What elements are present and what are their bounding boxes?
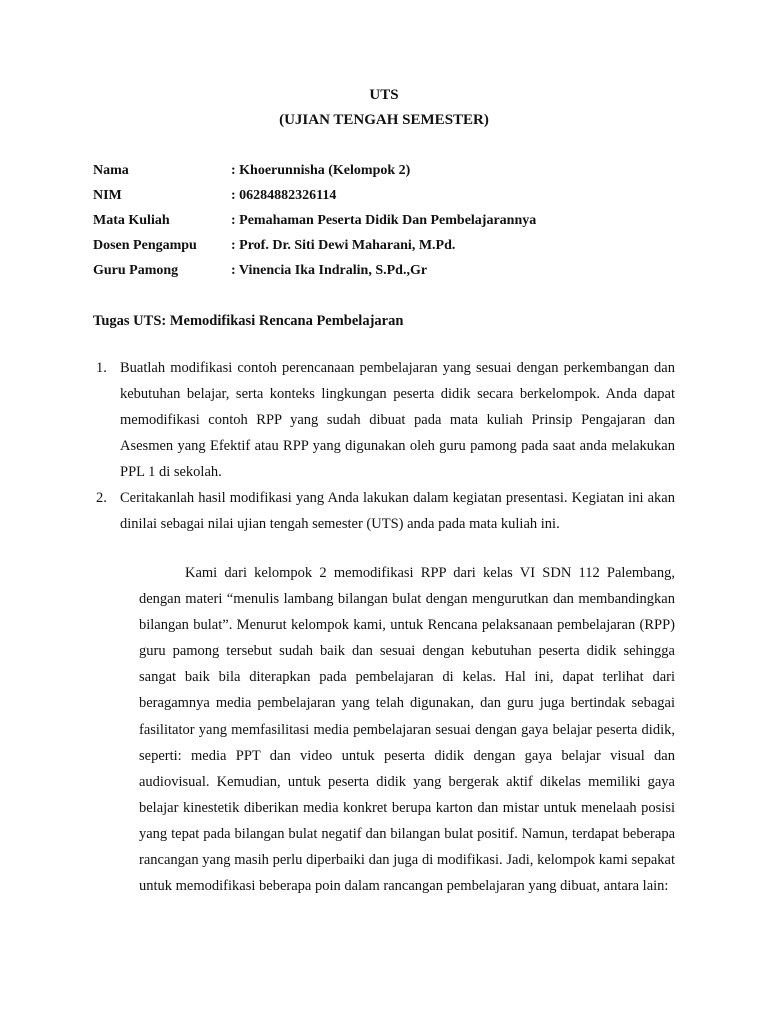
list-number: 1.: [96, 360, 107, 376]
info-value: : Vinencia Ika Indralin, S.Pd.,Gr: [231, 263, 428, 278]
info-label: Nama: [93, 163, 129, 178]
info-value: : Prof. Dr. Siti Dewi Maharani, M.Pd.: [231, 238, 456, 253]
info-label: Mata Kuliah: [93, 213, 170, 228]
list-text: Buatlah modifikasi contoh perencanaan pembelajaran yang sesuai dengan perkembangan dan kebutuhan belajar, serta konteks lingkungan peserta didik secara berkelompok. Anda dapat memodifikasi contoh RPP yang sudah dibuat pada mata kuliah Prinsip Pengajaran dan Asesmen yang Efektif atau RPP yang digunakan oleh guru pamong pada saat anda melakukan PPL 1 di sekolah.: [120, 360, 675, 480]
list-text: Ceritakanlah hasil modifikasi yang Anda lakukan dalam kegiatan presentasi. Kegiatan ini akan dinilai sebagai nilai ujian tengah semester (UTS) anda pada mata kuliah ini.: [120, 490, 675, 532]
doc-title: UTS: [369, 87, 399, 103]
info-label: Guru Pamong: [93, 263, 179, 278]
info-value: : 06284882326114: [231, 188, 337, 203]
info-label: Dosen Pengampu: [93, 238, 197, 253]
doc-subtitle: (UJIAN TENGAH SEMESTER): [279, 112, 489, 128]
answer-paragraph: Kami dari kelompok 2 memodifikasi RPP dari kelas VI SDN 112 Palembang, dengan materi “menulis lambang bilangan bulat dengan mengurutkan dan membandingkan bilangan bulat”. Menurut kelompok kami, untuk Rencana pelaksanaan pembelajaran (RPP) guru pamong tersebut sudah baik dan sesuai dengan kebutuhan peserta didik sehingga sangat baik bila diterapkan pada pembelajaran di kelas. Hal ini, dapat terlihat dari beragamnya media pembelajaran yang telah digunakan, dan guru juga bertindak sebagai fasilitator yang memfasilitasi media pembelajaran sesuai dengan gaya belajar peserta didik, seperti: media PPT dan video untuk peserta didik dengan gaya belajar visual dan audiovisual. Kemudian, untuk peserta didik yang bergerak aktif dikelas memiliki gaya belajar kinestetik diberikan media konkret berupa karton dan mistar untuk menelaah posisi yang tepat pada bilangan bulat negatif dan bilangan bulat positif. Namun, terdapat beberapa rancangan yang masih perlu diperbaiki dan juga di modifikasi. Jadi, kelompok kami sepakat untuk memodifikasi beberapa poin dalam rancangan pembelajaran yang dibuat, antara lain:: [139, 565, 675, 895]
task-title: Tugas UTS: Memodifikasi Rencana Pembelajaran: [93, 313, 404, 329]
list-number: 2.: [96, 490, 107, 506]
info-label: NIM: [93, 188, 122, 203]
info-value: : Khoerunnisha (Kelompok 2): [231, 163, 411, 178]
info-value: : Pemahaman Peserta Didik Dan Pembelajarannya: [231, 213, 537, 228]
